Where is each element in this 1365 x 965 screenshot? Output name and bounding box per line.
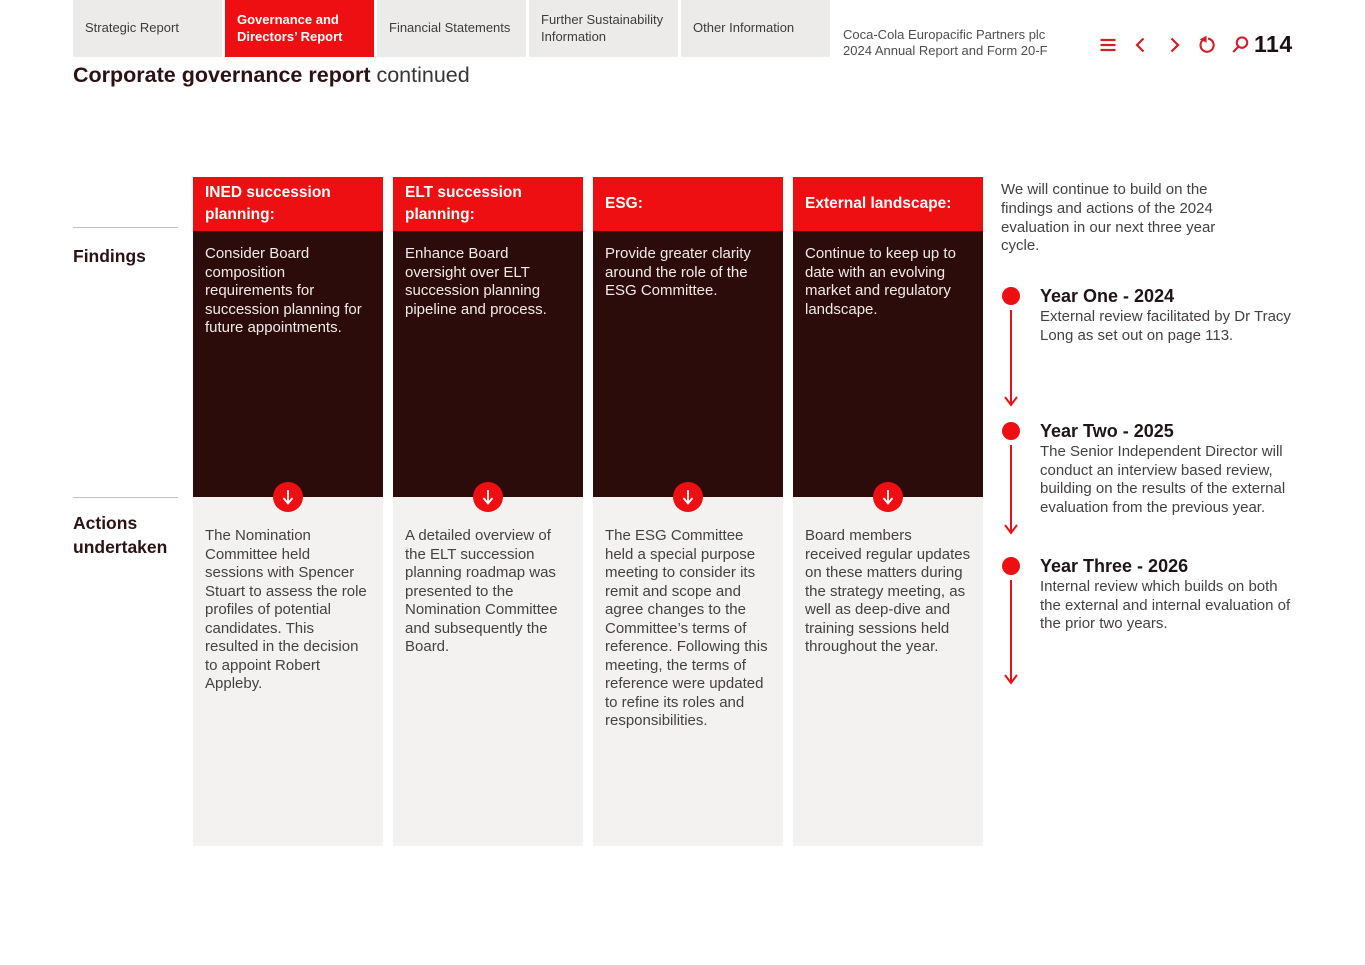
tab-financial-statements[interactable]: [377, 0, 526, 57]
column-elt-succession: [393, 177, 583, 846]
finding-text: Provide greater clarity around the role of the ESG Committee.: [593, 231, 783, 497]
column-title: ESG:: [605, 195, 643, 212]
divider: [73, 497, 178, 498]
arrow-down-icon: [481, 488, 495, 506]
column-title: ELT succession planning:: [405, 184, 522, 223]
page-number: 114: [1254, 31, 1293, 57]
finding-text: Continue to keep up to date with an evolving market and regulatory landscape.: [793, 231, 983, 497]
search-icon[interactable]: [1230, 35, 1250, 55]
timeline-dot: [1002, 287, 1020, 305]
evaluation-matrix: [193, 177, 983, 846]
timeline-body-year-two: The Senior Independent Director will conduct an interview based review, building on the results of the external evaluation from the previous year.: [1040, 443, 1286, 516]
action-text: The Nomination Committee held sessions with Spencer Stuart to assess the role profiles of potential candidates. This resulted in the decision to appoint Robert Appleby.: [193, 497, 383, 846]
document-title: [843, 27, 1048, 58]
column-header: [193, 177, 383, 231]
tab-label: Financial Statements: [389, 20, 511, 36]
viewer-toolbar: [1098, 35, 1250, 55]
timeline-title-year-one: Year One - 2024: [1040, 286, 1175, 306]
timeline-title-year-three: Year Three - 2026: [1040, 556, 1189, 576]
down-arrow-badge: [473, 482, 503, 512]
tab-label: Strategic Report: [85, 20, 179, 36]
page-title-suffix: continued: [376, 63, 470, 87]
actions-row-label: Actions undertaken: [73, 513, 168, 557]
arrow-down-connector: [1001, 445, 1021, 535]
tab-label: Governance and Directors’ Report: [237, 12, 343, 44]
tab-further-sustainability-information[interactable]: [529, 0, 678, 57]
arrow-down-icon: [281, 488, 295, 506]
timeline-dot: [1002, 557, 1020, 575]
column-title: INED succession planning:: [205, 184, 331, 223]
down-arrow-badge: [673, 482, 703, 512]
action-text: The ESG Committee held a special purpose meeting to consider its remit and scope and agree changes to the Committee’s terms of reference. Following this meeting, the terms of reference were updated to refine its roles and responsibilities.: [593, 497, 783, 846]
document-title-line1: Coca-Cola Europacific Partners plc: [843, 27, 1046, 42]
column-header: [593, 177, 783, 231]
tab-other-information[interactable]: [681, 0, 830, 57]
menu-icon[interactable]: [1098, 35, 1118, 55]
finding-text: Consider Board composition requirements for succession planning for future appointments.: [193, 231, 383, 497]
chevron-left-icon[interactable]: [1131, 35, 1151, 55]
column-title: External landscape:: [805, 195, 952, 212]
next-cycle-note: We will continue to build on the findings and actions of the 2024 evaluation in our next three year cycle.: [1001, 181, 1216, 255]
action-text: A detailed overview of the ELT succession planning roadmap was presented to the Nomination Committee and subsequently the Board.: [393, 497, 583, 846]
timeline-body-year-three: Internal review which builds on both the external and internal evaluation of the prior two years.: [1040, 578, 1291, 632]
document-title-line2: 2024 Annual Report and Form 20-F: [843, 42, 1048, 58]
chevron-right-icon[interactable]: [1164, 35, 1184, 55]
timeline-title-year-two: Year Two - 2025: [1040, 421, 1174, 441]
down-arrow-badge: [273, 482, 303, 512]
tab-label: Further Sustainability Information: [541, 12, 664, 44]
tab-strategic-report[interactable]: [73, 0, 222, 57]
timeline-body-year-one: External review facilitated by Dr Tracy Long as set out on page 113.: [1040, 308, 1291, 344]
findings-row-label: Findings: [73, 246, 146, 266]
arrow-down-connector: [1001, 310, 1021, 407]
section-tabs: [73, 0, 830, 57]
column-esg: [593, 177, 783, 846]
tab-governance-directors-report[interactable]: [225, 0, 374, 57]
arrow-down-icon: [681, 488, 695, 506]
column-external-landscape: [793, 177, 983, 846]
arrow-down-connector: [1001, 580, 1021, 685]
arrow-down-icon: [881, 488, 895, 506]
column-header: [393, 177, 583, 231]
down-arrow-badge: [873, 482, 903, 512]
timeline-dot: [1002, 422, 1020, 440]
action-text: Board members received regular updates on these matters during the strategy meeting, as well as deep-dive and training sessions held throughout the year.: [793, 497, 983, 846]
page-title-main: Corporate governance report: [73, 63, 371, 87]
divider: [73, 227, 178, 228]
column-ined-succession: [193, 177, 383, 846]
undo-icon[interactable]: [1197, 35, 1217, 55]
page-title: [73, 63, 470, 88]
tab-label: Other Information: [693, 20, 795, 36]
column-header: [793, 177, 983, 231]
finding-text: Enhance Board oversight over ELT succession planning pipeline and process.: [393, 231, 583, 497]
